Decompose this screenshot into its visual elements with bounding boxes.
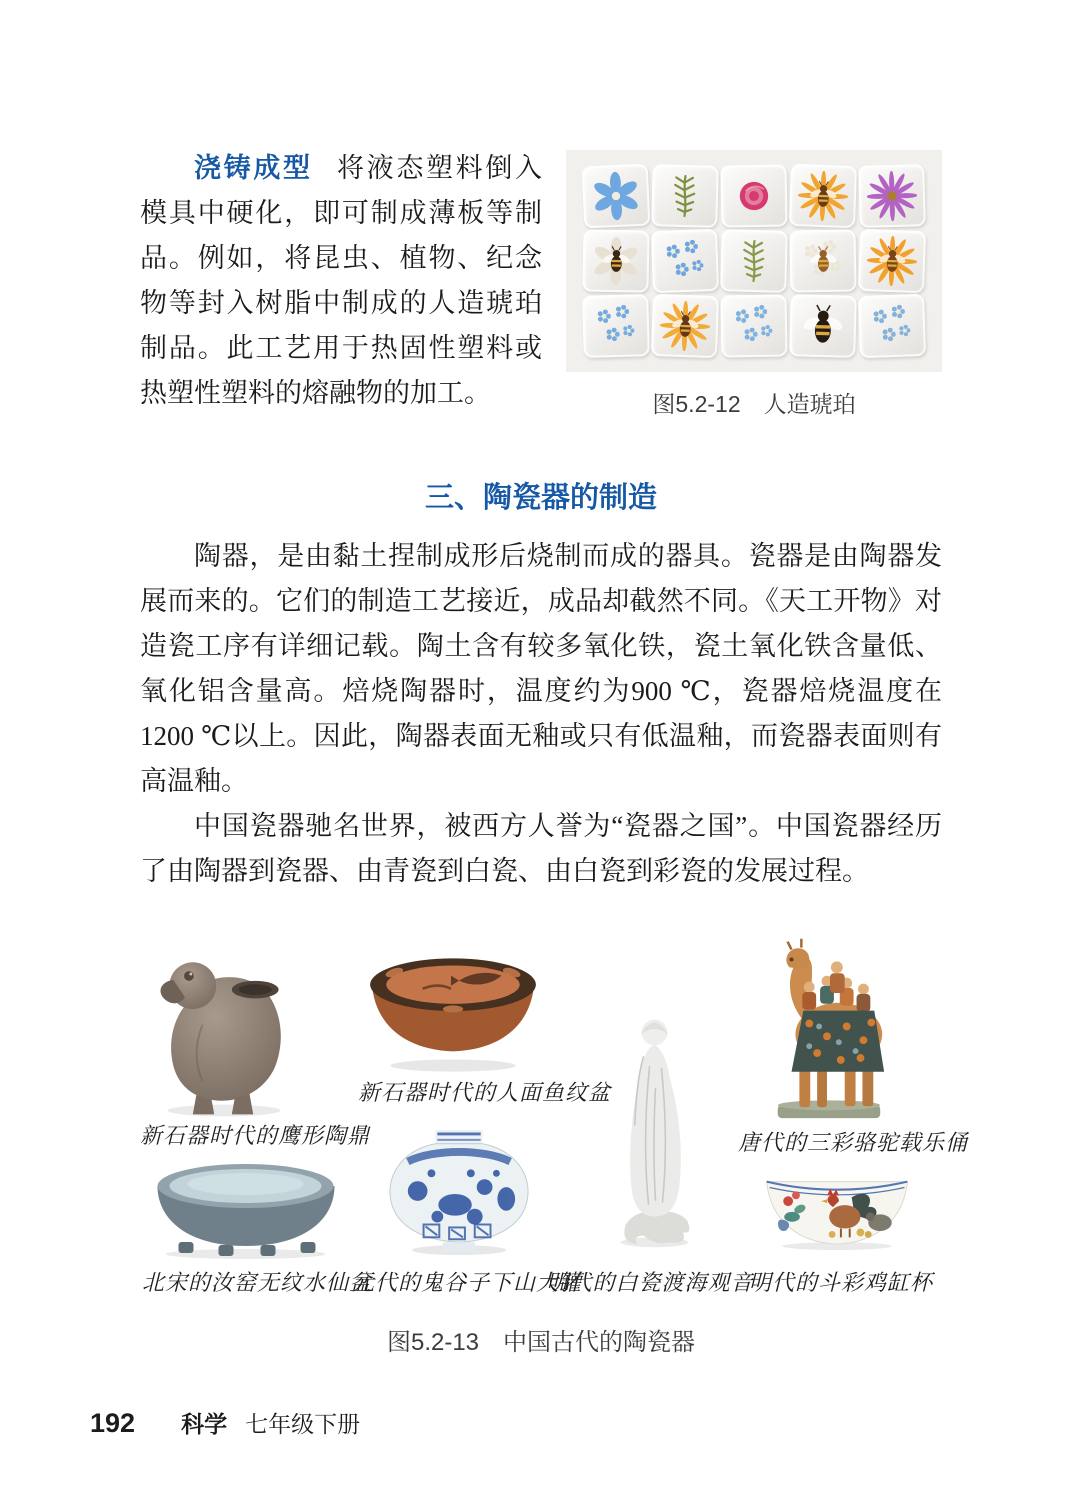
amber-cube (651, 164, 719, 228)
amber-cube (789, 164, 857, 228)
caption-sancai-camel: 唐代的三彩骆驼载乐俑 (738, 1130, 969, 1155)
caption-guigu-jar: 元代的鬼谷子下山大罐 (352, 1270, 583, 1295)
photo-guanyin (608, 1004, 702, 1252)
cast-molding-body: 将液态塑料倒入模具中硬化，即可制成薄板等制品。例如，将昆虫、植物、纪念物等封入树脂中制成的人造琥珀制品。此工艺用于热固性塑料或热塑性塑料的熔融物的加工。 (140, 153, 543, 408)
cast-molding-section (140, 0, 942, 419)
footer-grade: 七年级下册 (245, 1411, 361, 1437)
ceramics-figure-caption: 图5.2-13 中国古代的陶瓷器 (386, 1329, 696, 1356)
page-footer (90, 1406, 360, 1439)
photo-eagle-ding (146, 944, 302, 1120)
caption-eagle-ding: 新石器时代的鹰形陶鼎 (140, 1123, 371, 1148)
caption-ru-basin: 北宋的汝窑无纹水仙盆 (142, 1270, 373, 1295)
ceramics-paragraph-1: 陶器，是由黏土捏制成形后烧制而成的器具。瓷器是由陶器发展而来的。它们的制造工艺接近，成品却截然不同。《天工开物》对造瓷工序有详细记载。陶土含有较多氧化铁，瓷土氧化铁含量低、氧化铝含量高。焙烧陶器时，温度约为900 ℃，瓷器焙烧温度在1200 ℃以上。因此，陶器表面无釉或只有低温釉，而瓷器表面则有高温釉。 (140, 541, 942, 796)
ceramics-canvas (140, 916, 969, 1298)
amber-cube (858, 294, 926, 358)
caption-chicken-cup: 明代的斗彩鸡缸杯 (748, 1270, 933, 1295)
amber-cube (651, 229, 719, 293)
ceramics-figure (140, 916, 969, 1357)
amber-cube (582, 164, 651, 229)
photo-guigu-jar (380, 1130, 538, 1256)
page-content (140, 0, 969, 1357)
amber-cube (720, 229, 788, 293)
section-heading-ceramics: 三、陶瓷器的制造 (424, 482, 657, 514)
amber-cube (651, 294, 719, 358)
amber-cube (789, 294, 857, 358)
amber-cube (720, 164, 787, 227)
amber-cube (720, 294, 787, 357)
artificial-amber-photo (566, 150, 942, 372)
page-number: 192 (90, 1408, 136, 1438)
amber-figure (566, 150, 942, 419)
photo-chicken-cup (758, 1166, 916, 1252)
amber-cube (789, 229, 856, 292)
photo-sancai-camel (752, 922, 900, 1124)
ceramics-paragraph-2: 中国瓷器驰名世界，被西方人誉为“瓷器之国”。中国瓷器经历了由陶器到瓷器、由青瓷到白瓷、由白瓷到彩瓷的发展过程。 (140, 811, 942, 886)
cast-molding-heading: 浇铸成型 (194, 153, 313, 183)
footer-subject: 科学 (181, 1411, 228, 1437)
caption-guanyin: 明代的白瓷渡海观音 (546, 1270, 754, 1295)
photo-fish-basin (362, 952, 544, 1076)
amber-cube (582, 229, 649, 292)
caption-fish-basin: 新石器时代的人面鱼纹盆 (358, 1080, 612, 1105)
amber-figure-caption: 图5.2-12 人造琥珀 (652, 391, 856, 417)
photo-ru-basin (148, 1158, 344, 1260)
amber-cube (858, 164, 926, 228)
amber-cube (582, 294, 650, 358)
amber-cube (858, 229, 926, 293)
